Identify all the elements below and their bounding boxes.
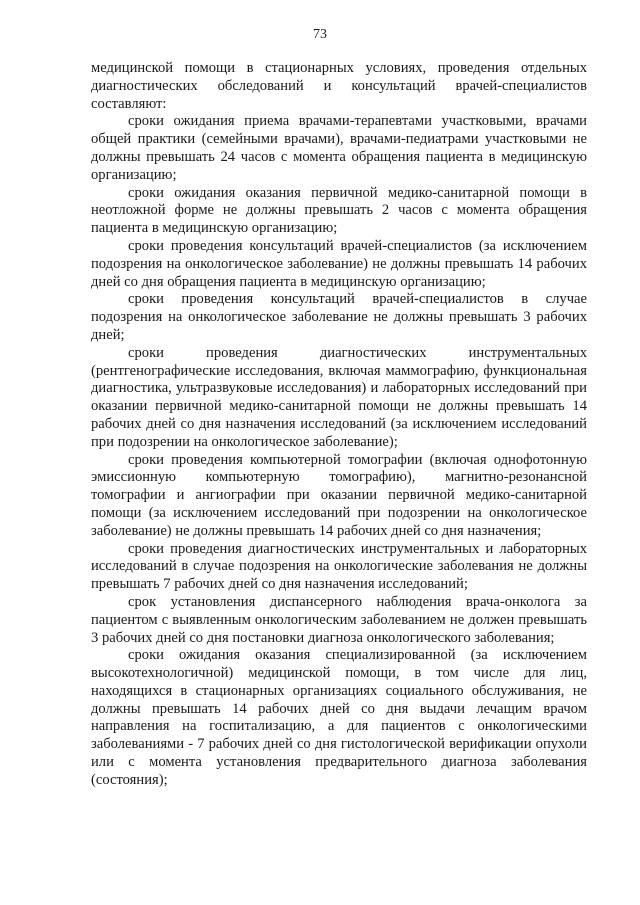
paragraph-oncology-consultation: сроки проведения консультаций врачей-специалистов в случае подозрения на онкологическое заболевание не должны превышать 3 рабочих дней; xyxy=(91,291,587,343)
document-body xyxy=(91,60,587,790)
paragraph-specialized-care-wait: сроки ожидания оказания специализированной (за исключением высокотехнологичной) медицинской помощи, в том числе для лиц, находящихся в стационарных организациях социального обслуживания, не должны превышать 14 рабочих дней со дня выдачи лечащим врачом направления на госпитализацию, а для пациентов с онкологическими заболеваниями - 7 рабочих дней со дня гистологической верификации опухоли или с момента установления предварительного диагноза заболевания (состояния); xyxy=(91,647,587,788)
paragraph-dispensary-observation: срок установления диспансерного наблюдения врача-онколога за пациентом с выявленным онкологическим заболеванием не должен превышать 3 рабочих дней со дня постановки диагноза онкологического заболевания; xyxy=(91,593,587,646)
paragraph-instrumental-diagnostics: сроки проведения диагностических инструментальных (рентгенографические исследования, включая маммографию, функциональная диагностика, ультразвуковые исследования) и лабораторных исследований при оказании первичной медико-санитарной помощи не должны превышать 14 рабочих дней со дня назначения исследований (за исключением исследований при подозрении на онкологическое заболевание); xyxy=(91,344,587,450)
page-number: 73 xyxy=(313,27,327,42)
paragraph-therapist-wait: сроки ожидания приема врачами-терапевтами участковыми, врачами общей практики (семейными врачами), врачами-педиатрами участковыми не должны превышать 24 часов с момента обращения пациента в медицинскую организацию; xyxy=(91,113,587,183)
paragraph-intro: медицинской помощи в стационарных условиях, проведения отдельных диагностических обследований и консультаций врачей-специалистов составляют: xyxy=(91,60,587,112)
paragraph-specialist-consultation: сроки проведения консультаций врачей-специалистов (за исключением подозрения на онкологическое заболевание) не должны превышать 14 рабочих дней со дня обращения пациента в медицинскую организацию; xyxy=(91,237,587,290)
paragraph-urgent-care-wait: сроки ожидания оказания первичной медико-санитарной помощи в неотложной форме не должны превышать 2 часов с момента обращения пациента в медицинскую организацию; xyxy=(91,184,587,237)
paragraph-oncology-diagnostics: сроки проведения диагностических инструментальных и лабораторных исследований в случае подозрения на онкологические заболевания не должны превышать 7 рабочих дней со дня назначения исследований; xyxy=(91,540,587,593)
paragraph-tomography: сроки проведения компьютерной томографии (включая однофотонную эмиссионную компьютерную томографию), магнитно-резонансной томографии и ангиографии при оказании первичной медико-санитарной помощи (за исключением исследований при подозрении на онкологическое заболевание) не должны превышать 14 рабочих дней со дня назначения; xyxy=(91,451,587,539)
